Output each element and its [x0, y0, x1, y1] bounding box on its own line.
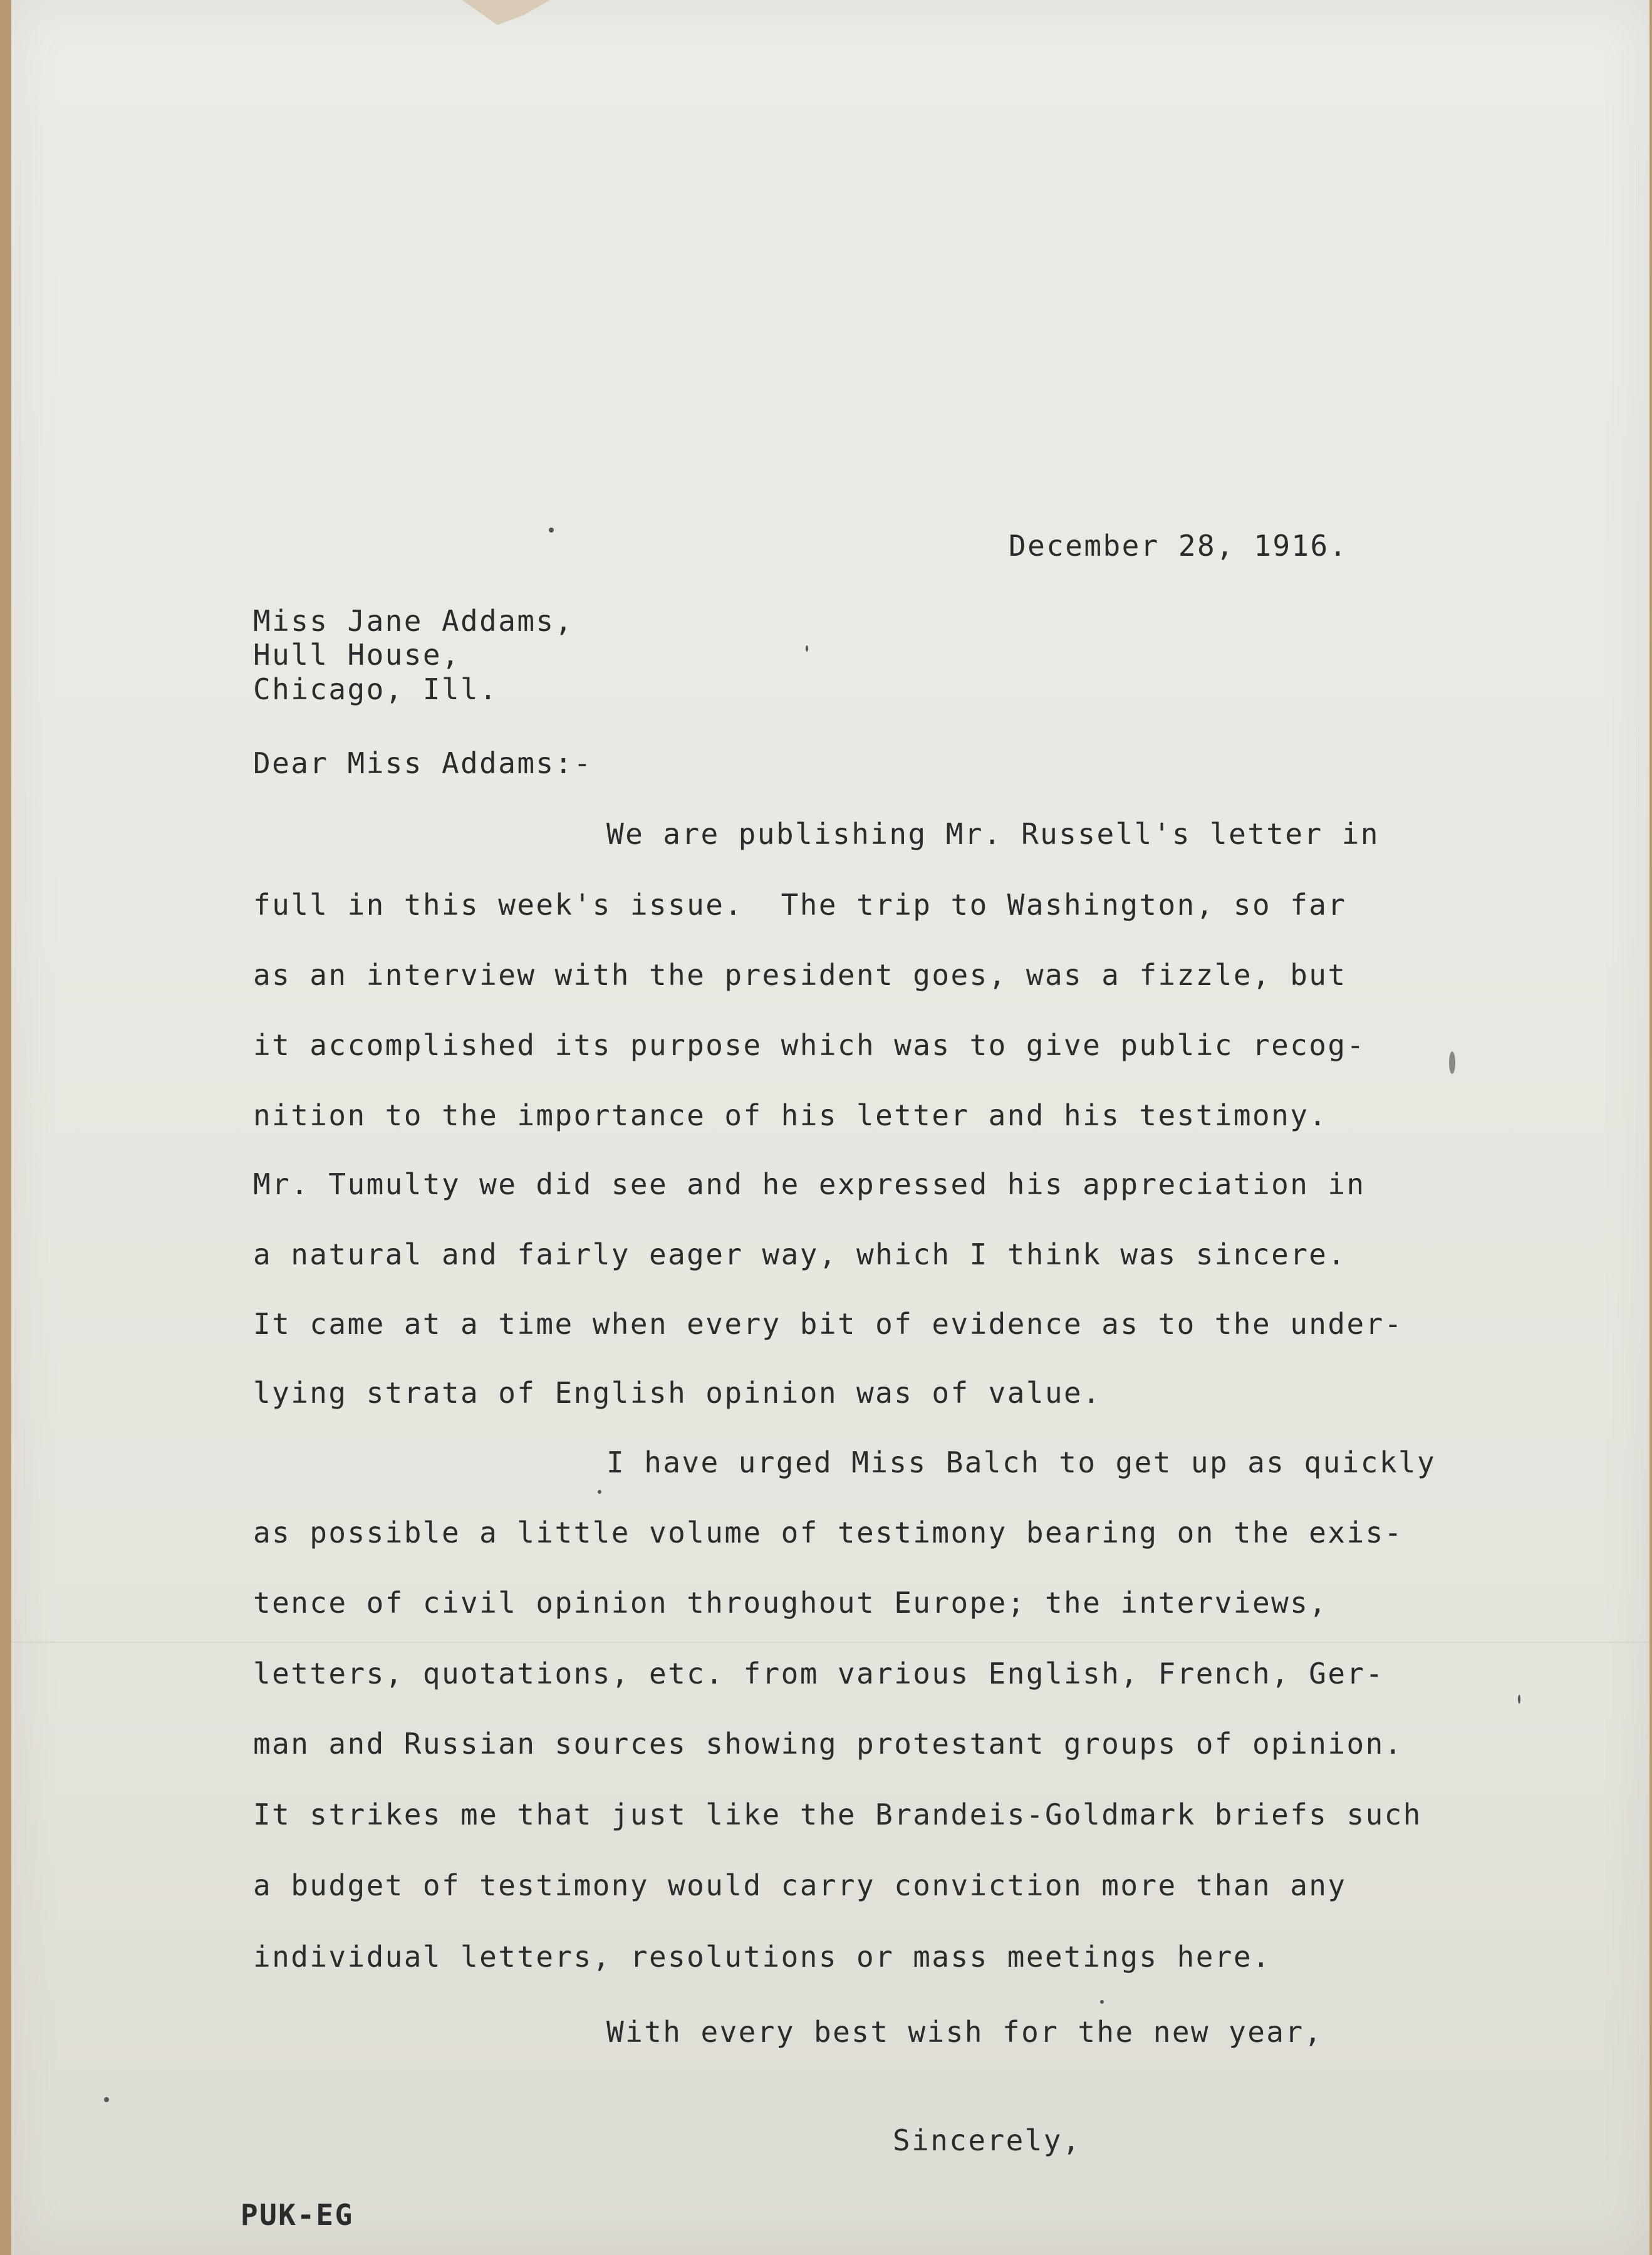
paragraph1-line: full in this week's issue. The trip to Washington, so far	[253, 888, 1347, 922]
ink-speck	[1518, 1695, 1520, 1704]
paragraph2-line: as possible a little volume of testimony bearing on the exis-	[253, 1516, 1403, 1549]
paragraph2-line: a budget of testimony would carry conviction more than any	[253, 1868, 1347, 1902]
typist-initials: PUK-EG	[241, 2198, 354, 2232]
paragraph2-line: I have urged Miss Balch to get up as quickly	[606, 1445, 1436, 1479]
paragraph1-line: as an interview with the president goes, was a fizzle, but	[253, 958, 1347, 992]
paragraph1-line: Mr. Tumulty we did see and he expressed his appreciation in	[253, 1167, 1366, 1201]
signoff: Sincerely,	[893, 2123, 1081, 2157]
salutation: Dear Miss Addams:-	[253, 746, 593, 780]
closing-line: With every best wish for the new year,	[606, 2015, 1323, 2049]
paragraph1-line: a natural and fairly eager way, which I think was sincere.	[253, 1237, 1347, 1271]
ink-speck	[549, 528, 554, 533]
paragraph1-line: lying strata of English opinion was of value.	[253, 1376, 1102, 1410]
ink-speck	[806, 645, 808, 652]
paragraph1-line: nition to the importance of his letter and his testimony.	[253, 1098, 1328, 1132]
paragraph2-line: It strikes me that just like the Brandeis-Goldmark briefs such	[253, 1798, 1422, 1831]
recipient-name: Miss Jane Addams,	[253, 604, 574, 638]
paragraph1-line: It came at a time when every bit of evidence as to the under-	[253, 1307, 1403, 1341]
letter-date: December 28, 1916.	[1009, 529, 1348, 563]
ink-speck	[598, 1490, 601, 1494]
ink-speck	[1100, 2000, 1104, 2004]
paragraph1-line: it accomplished its purpose which was to give public recog-	[253, 1028, 1366, 1062]
paragraph2-line: man and Russian sources showing protestant groups of opinion.	[253, 1727, 1403, 1761]
torn-edge	[462, 0, 550, 25]
paragraph2-line: letters, quotations, etc. from various English, French, Ger-	[253, 1657, 1384, 1690]
recipient-street: Hull House,	[253, 638, 461, 672]
paragraph1-line: We are publishing Mr. Russell's letter in	[606, 817, 1379, 851]
paragraph2-line: individual letters, resolutions or mass meetings here.	[253, 1940, 1272, 1974]
paper-fold	[11, 1642, 1649, 1643]
recipient-city: Chicago, Ill.	[253, 672, 499, 706]
ink-speck	[104, 2097, 109, 2102]
ink-smudge	[1449, 1051, 1455, 1074]
paragraph2-line: tence of civil opinion throughout Europe; the interviews,	[253, 1586, 1328, 1620]
